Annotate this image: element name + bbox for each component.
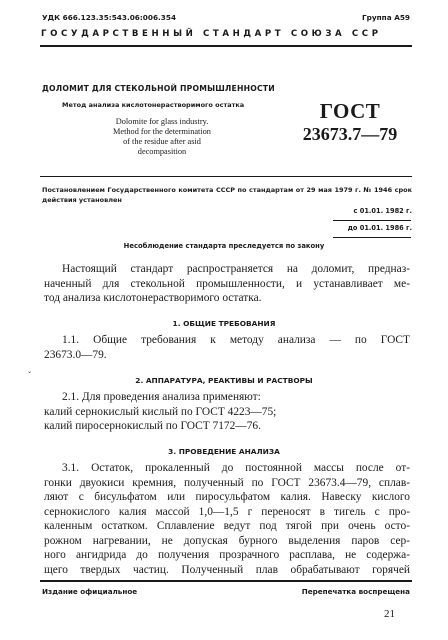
title-en-line: decompasition [137,147,187,157]
section-line: ного ангидрида до получения прозрачного расплава, не содержа- [44,549,410,561]
section-line: 1.1. Общие требования к методу анализа — по ГОСТ [62,334,410,346]
section-line: щего твердых частиц. Полученный плав обрабатывают горячей [44,563,410,576]
title-divider [40,176,412,177]
section-line: рожном нагревании, не допуская бурного выделения паров сер- [44,534,410,547]
effective-to: до 01.01. 1986 г. [347,224,412,232]
section-heading: 3. ПРОВЕДЕНИЕ АНАЛИЗА [168,447,280,456]
section-1-body [44,333,410,362]
scan-mark: ˇ [28,370,31,380]
section-2-body [44,390,410,434]
gost-number: 23673.7—79 [302,124,398,144]
edition-label: Издание официальное [42,587,138,596]
header-divider [40,45,412,47]
section-heading: 1. ОБЩИЕ ТРЕБОВАНИЯ [172,319,276,328]
document-title-ru: ДОЛОМИТ ДЛЯ СТЕКОЛЬНОЙ ПРОМЫШЛЕННОСТИ [42,84,275,93]
gost-designation [300,100,400,145]
section-heading: 2. АППАРАТУРА, РЕАКТИВЫ И РАСТВОРЫ [135,376,313,385]
title-en-line: Method for the determination [113,127,211,137]
decree-text: Постановлением Государственного комитета СССР по стандартам от 29 мая 1979 г. № 1946 срок действия установлен [42,186,412,205]
title-en-line: of the residue after asid [123,137,201,147]
date-underline [333,237,411,238]
section-3-body [44,461,410,577]
date-underline [333,220,411,221]
section-line: гонки двуокиси кремния, полученный по ГОСТ 23673.4—79, сплав- [44,476,410,489]
udk-code: УДК 666.123.35:543.06:006.354 [42,13,177,22]
standard-line: ГОСУДАРСТВЕННЫЙ СТАНДАРТ СОЮЗА ССР [41,29,382,39]
section-line: 2.1. Для проведения анализа применяют: [62,391,261,403]
section-line: 23673.0—79. [44,348,107,361]
section-line: каленным остатком. Сплавление ведут под тягой при очень осто- [44,520,410,532]
reprint-notice: Перепечатка воспрещена [301,587,410,596]
intro-line: Настоящий стандарт распространяется на доломит, предназ- [62,263,410,275]
gost-word: ГОСТ [319,99,381,123]
document-subtitle-ru: Метод анализа кислотонерастворимого остатка [62,101,245,109]
intro-line: тод анализа кислотонерастворимого остатка. [44,292,262,304]
page-number: 21 [384,608,395,620]
footer-divider [40,580,412,582]
section-line: калий пиросернокислый по ГОСТ 7172—76. [44,420,261,432]
document-title-en [92,117,232,157]
intro-paragraph [44,262,410,306]
effective-from: с 01.01. 1982 г. [353,207,412,215]
section-line: 3.1. Остаток, прокаленный до постоянной массы после от- [62,462,410,474]
title-en-line: Dolomite for glass industry. [115,117,209,126]
group-code: Группа А59 [362,13,410,22]
penalty-notice: Несоблюдение стандарта преследуется по закону [123,242,325,250]
section-line: ляют с бисульфатом или пиросульфатом калия. Навеску кислого [44,491,410,503]
intro-line: наченный для стекольной промышленности, и устанавливает ме- [44,277,410,290]
section-line: калий сернокислый кислый по ГОСТ 4223—75; [44,405,277,418]
section-line: сернокислого калия массой 1,0—1,5 г переносят в тигель с про- [44,505,410,518]
